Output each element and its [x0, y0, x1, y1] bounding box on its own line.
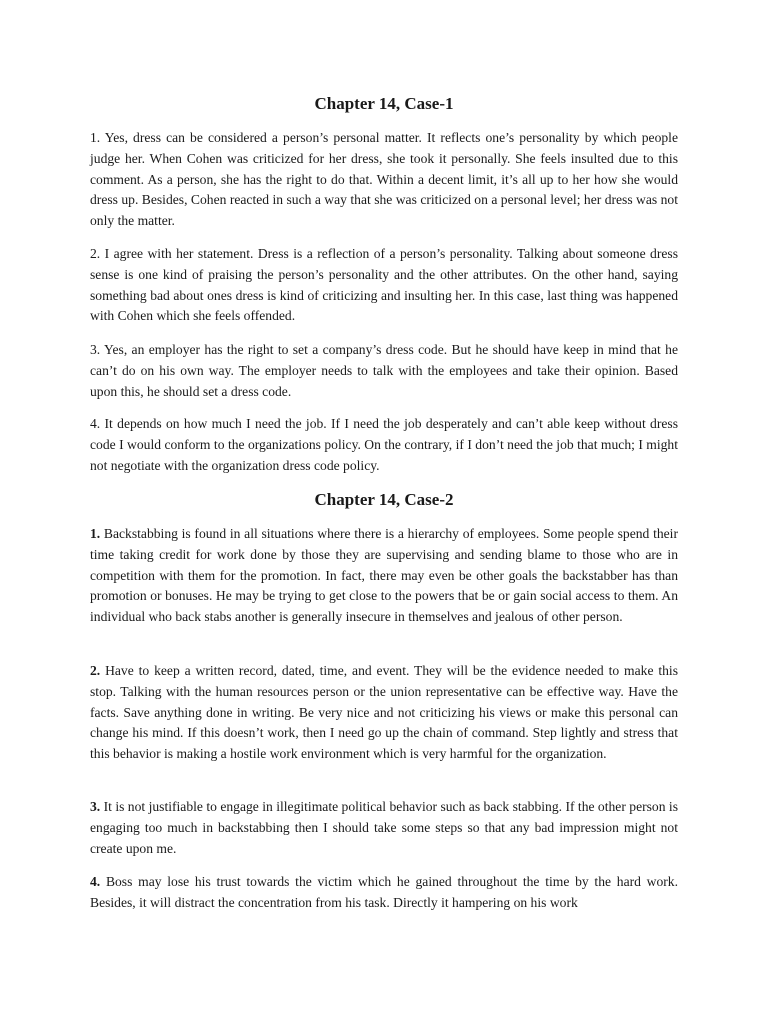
chapter-2-title: Chapter 14, Case-2: [314, 490, 454, 509]
answer-text: Yes, dress can be considered a person’s personal matter. It reflects one’s personality by which people judge her. When Cohen was criticized for her dress, she took it personally. She feels insulted due to this comment. As a person, she has the right to do that. Within a decent limit, it’s all up to her how she would dress up. Besides, Cohen reacted in such a way that she was criticized on a personal level; her dress was not only the matter.: [90, 130, 678, 229]
answer-text: Yes, an employer has the right to set a company’s dress code. But he should have keep in mind that he can’t do on his own way. The employer needs to talk with the employees and take their opinion. Based upon this, he should set a dress code.: [90, 342, 678, 399]
answer-number: 2.: [90, 663, 101, 678]
answer-number: 1.: [90, 130, 101, 145]
answer-text: Boss may lose his trust towards the victim which he gained throughout the time by the hard work. Besides, it will distract the concentration from his task. Directly it hampering on his work: [90, 874, 678, 910]
case2-answer-4: [90, 872, 678, 914]
answer-number: 4.: [90, 416, 101, 431]
answer-text: I agree with her statement. Dress is a reflection of a person’s personality. Talking about someone dress sense is one kind of praising the person’s personality and the other attributes. On the other hand, saying something bad about ones dress is kind of criticizing and insulting her. In this case, last thing was happened with Cohen which she feels offended.: [90, 246, 678, 324]
case2-answer-1: [90, 524, 678, 628]
answer-number: 1.: [90, 526, 101, 541]
answer-text: Have to keep a written record, dated, time, and event. They will be the evidence needed to make this stop. Talking with the human resources person or the union representative can be effective way. Have the facts. Save anything done in writing. Be very nice and not criticizing his views or make this personal can change his mind. If this doesn’t work, then I need go up the chain of command. Step lightly and stress that this behavior is making a hostile work environment which is very harmful for the organization.: [90, 663, 678, 762]
answer-number: 3.: [90, 799, 101, 814]
answer-text: It depends on how much I need the job. If I need the job desperately and can’t able keep without dress code I would conform to the organizations policy. On the contrary, if I don’t need the job that much; I might not negotiate with the organization dress code policy.: [90, 416, 678, 473]
case1-answer-1: [90, 128, 678, 232]
chapter-1-title: Chapter 14, Case-1: [314, 94, 454, 113]
answer-text: Backstabbing is found in all situations where there is a hierarchy of employees. Some people spend their time taking credit for work done by those they are supervising and sending blame to those who are in competition with them for the promotion. In fact, there may even be other goals the backstabber has than promotion or bonuses. He may be trying to get close to the powers that be or gain social access to them. An individual who back stabs another is generally insecure in themselves and jealous of other person.: [90, 526, 678, 625]
case2-answer-2: [90, 661, 678, 765]
answer-text: It is not justifiable to engage in illegitimate political behavior such as back stabbing. If the other person is engaging too much in backstabbing then I should take some steps so that any bad impression might not create upon me.: [90, 799, 678, 856]
answer-number: 4.: [90, 874, 101, 889]
case1-answer-4: [90, 414, 678, 476]
answer-number: 2.: [90, 246, 101, 261]
case1-answer-2: [90, 244, 678, 327]
case2-answer-3: [90, 797, 678, 859]
case1-answer-3: [90, 340, 678, 402]
answer-number: 3.: [90, 342, 101, 357]
